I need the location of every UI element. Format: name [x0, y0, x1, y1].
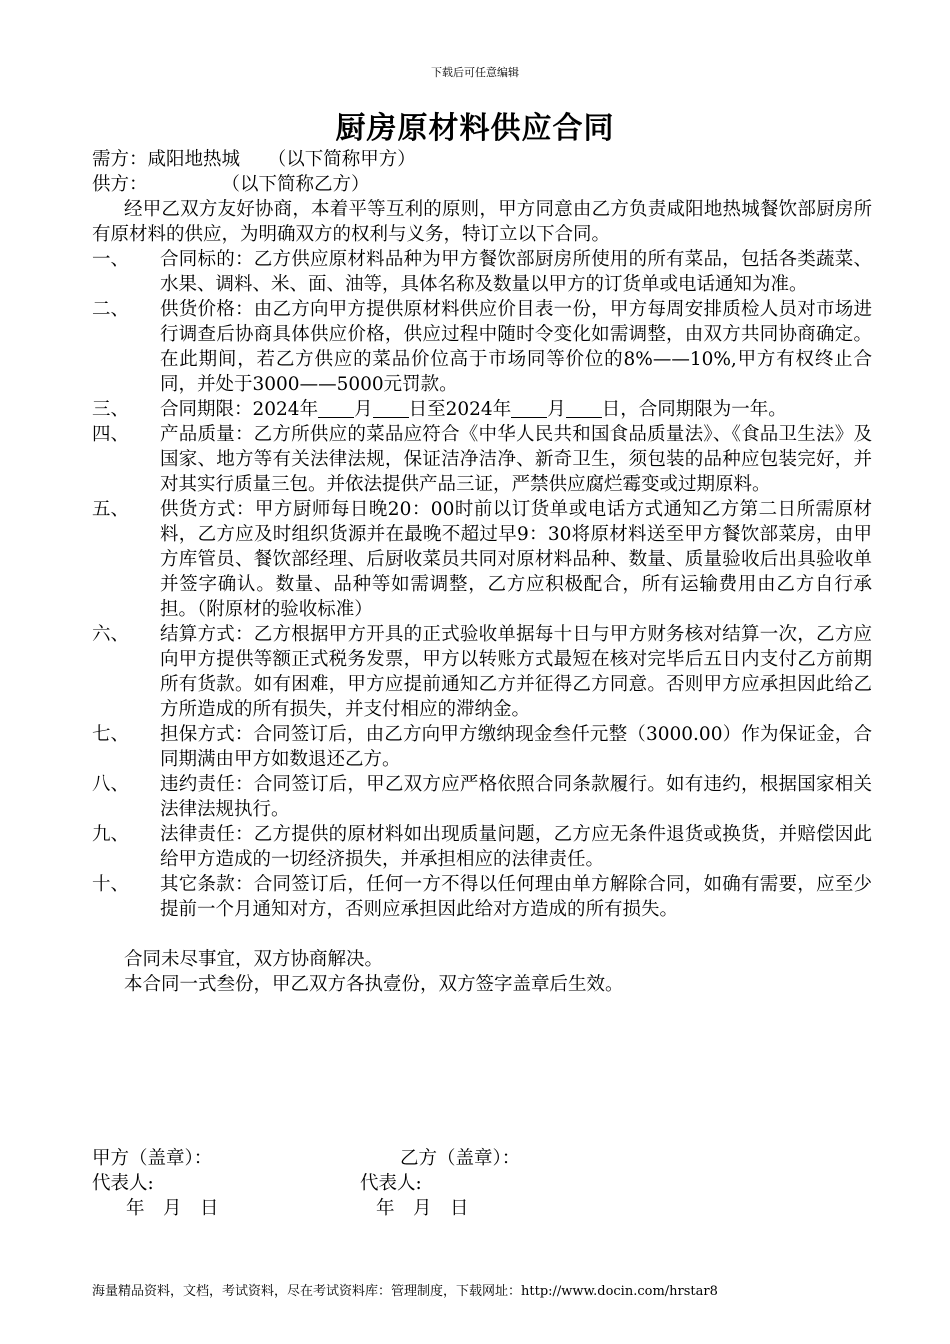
clause-4 [92, 422, 872, 497]
clause-number: 四、 [92, 424, 130, 445]
contract-body [92, 147, 872, 997]
clause-1 [92, 247, 872, 297]
clause-2 [92, 297, 872, 397]
clause-number: 七、 [92, 724, 130, 745]
closing-line-2: 本合同一式叁份，甲乙双方各执壹份，双方签字盖章后生效。 [124, 974, 624, 995]
document-title: 厨房原材料供应合同 [335, 111, 615, 146]
term-text: 月 [354, 399, 373, 420]
intro-paragraph: 经甲乙双方友好协商，本着平等互利的原则，甲方同意由乙方负责咸阳地热城餐饮部厨房所有原材料的供应，为明确双方的权利与义务，特订立以下合同。 [92, 199, 872, 245]
clause-5 [92, 497, 872, 622]
clause-number: 十、 [92, 874, 130, 895]
clause-text: 其它条款：合同签订后，任何一方不得以任何理由单方解除合同，如确有需要，应至少提前一个月通知对方，否则应承担因此给对方造成的所有损失。 [160, 874, 872, 920]
clause-number: 九、 [92, 824, 130, 845]
term-text: 月 [547, 399, 566, 420]
clause-number: 五、 [92, 499, 130, 520]
closing-line-1: 合同未尽事宜，双方协商解决。 [124, 949, 384, 970]
party-a-line: 需方：咸阳地热城 （以下简称甲方） [92, 149, 416, 170]
term-text: 日至2024年 [408, 399, 512, 420]
clause-text: 产品质量：乙方所供应的菜品应符合《中华人民共和国食品质量法》、《食品卫生法》及国家、地方等有关法律法规，保证洁净洁净、新奇卫生，须包装的品种应包装完好，并对其实行质量三包。并依法提供产品三证，严禁供应腐烂霉变或过期原料。 [160, 424, 872, 495]
clause-9 [92, 822, 872, 872]
blank-field [373, 399, 409, 418]
clause-text: 结算方式：乙方根据甲方开具的正式验收单据每十日与甲方财务核对结算一次，乙方应向甲方提供等额正式税务发票，甲方以转账方式最短在核对完毕后五日内支付乙方前期所有货款。如有困难，甲方应提前通知乙方并征得乙方同意。否则甲方应承担因此给乙方所造成的所有损失，并支付相应的滞纳金。 [160, 624, 872, 720]
clause-text: 合同标的：乙方供应原材料品种为甲方餐饮部厨房所使用的所有菜品，包括各类蔬菜、水果、调料、米、面、油等，具体名称及数量以甲方的订货单或电话通知为准。 [160, 249, 872, 295]
clause-3 [92, 397, 872, 422]
blank-field [511, 399, 547, 418]
clause-number: 六、 [92, 624, 130, 645]
term-text: 合同期限：2024年 [160, 399, 319, 420]
clause-10 [92, 872, 872, 922]
party-a-representative: 代表人: [92, 1173, 154, 1194]
party-b-representative: 代表人: [360, 1173, 422, 1194]
term-text: 日，合同期限为一年。 [601, 399, 787, 420]
party-a-seal: 甲方（盖章）： [92, 1148, 213, 1169]
party-b-line: 供方： （以下简称乙方） [92, 174, 370, 195]
clause-text: 供货价格：由乙方向甲方提供原材料供应价目表一份，甲方每周安排质检人员对市场进行调查后协商具体供应价格，供应过程中随时令变化如需调整，由双方共同协商确定。在此期间，若乙方供应的菜品价位高于市场同等价位的8%——10%,甲方有权终止合同，并处于3000——5000元罚款。 [160, 299, 872, 395]
party-a-date: 年 月 日 [126, 1198, 219, 1219]
party-b-seal: 乙方（盖章）： [400, 1148, 521, 1169]
header-note: 下载后可任意编辑 [431, 66, 519, 79]
party-b-date: 年 月 日 [376, 1198, 469, 1219]
clause-text: 违约责任：合同签订后，甲乙双方应严格依照合同条款履行。如有违约，根据国家相关法律法规执行。 [160, 774, 872, 820]
clause-number: 二、 [92, 299, 130, 320]
clause-8 [92, 772, 872, 822]
blank-field [318, 399, 354, 418]
blank-field [566, 399, 602, 418]
clause-number: 一、 [92, 249, 130, 270]
clause-number: 三、 [92, 399, 130, 420]
clause-7 [92, 722, 872, 772]
clause-text: 担保方式：合同签订后，由乙方向甲方缴纳现金叁仟元整（3000.00）作为保证金，合同期满由甲方如数退还乙方。 [160, 724, 872, 770]
clause-6 [92, 622, 872, 722]
clause-number: 八、 [92, 774, 130, 795]
clause-text: 法律责任：乙方提供的原材料如出现质量问题，乙方应无条件退货或换货，并赔偿因此给甲方造成的一切经济损失，并承担相应的法律责任。 [160, 824, 872, 870]
clause-text: 供货方式：甲方厨师每日晚20：00时前以订货单或电话方式通知乙方第二日所需原材料，乙方应及时组织货源并在最晚不超过早9：30将原材料送至甲方餐饮部菜房，由甲方库管员、餐饮部经理、后厨收菜员共同对原材料品种、数量、质量验收后出具验收单并签字确认。数量、品种等如需调整，乙方应积极配合，所有运输费用由乙方自行承担。（附原材的验收标准） [160, 499, 872, 620]
footer-text: 海量精品资料，文档，考试资料，尽在考试资料库：管理制度，下载网址：http://www.docin.com/hrstar8 [92, 1284, 718, 1299]
clause-text [160, 397, 872, 422]
